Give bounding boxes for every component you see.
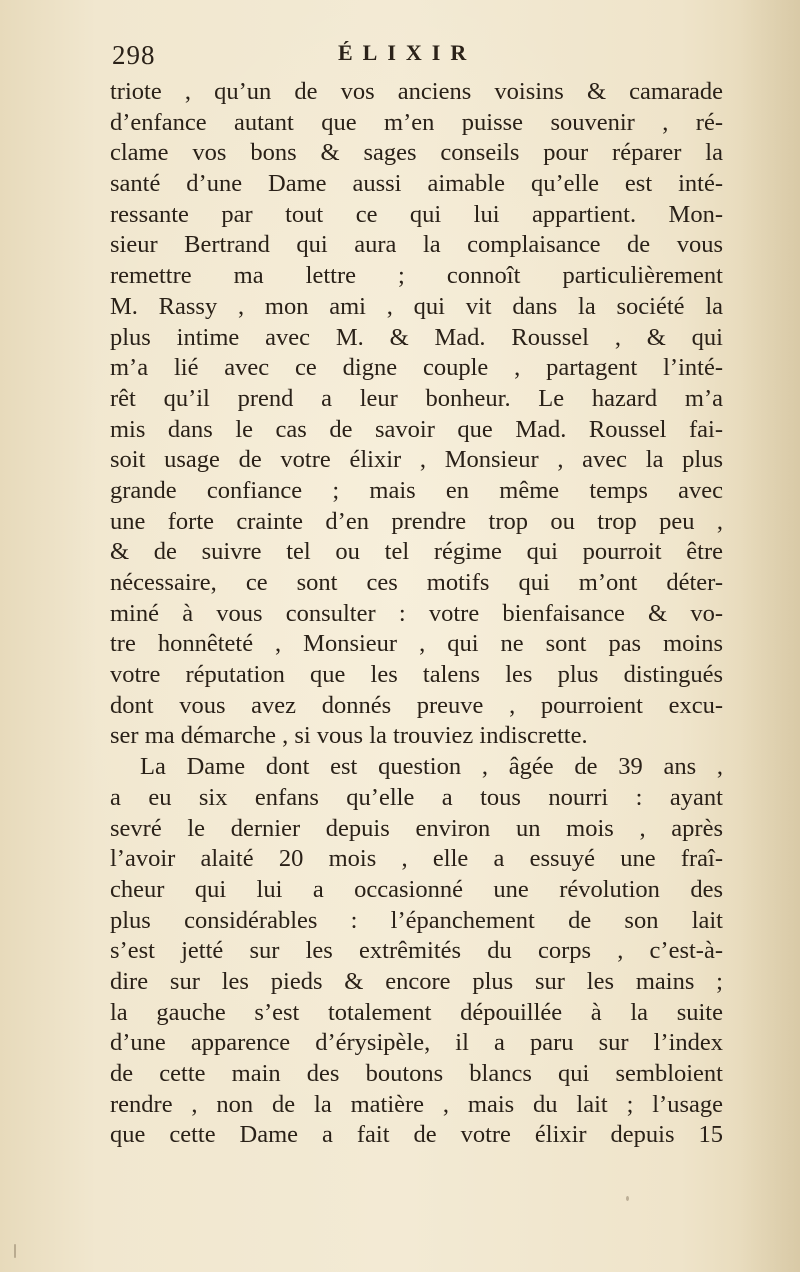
text-line: & de suivre tel ou tel régime qui pourroit être [110, 538, 723, 566]
text-line: votre réputation que les talens les plus distingués [110, 661, 723, 689]
text-line: que cette Dame a fait de votre élixir depuis 15 [110, 1121, 723, 1149]
text-line: plus considérables : l’épanchement de son lait [110, 906, 723, 934]
text-line: remettre ma lettre ; connoît particulièrement [110, 262, 723, 290]
text-line: clame vos bons & sages conseils pour réparer la [110, 139, 723, 167]
text-line: sevré le dernier depuis environ un mois , après [110, 814, 723, 842]
running-title: ÉLIXIR [338, 40, 477, 65]
text-line: miné à vous consulter : votre bienfaisance & vo- [110, 599, 723, 627]
text-line: santé d’une Dame aussi aimable qu’elle est inté- [110, 170, 723, 198]
text-line: sieur Bertrand qui aura la complaisance de vous [110, 231, 723, 259]
page-gutter-shadow [740, 0, 800, 1272]
text-line: mis dans le cas de savoir que Mad. Roussel fai- [110, 415, 723, 443]
text-line: une forte crainte d’en prendre trop ou trop peu , [110, 507, 723, 535]
body-text [110, 77, 723, 1151]
text-line: de cette main des boutons blancs qui sembloient [110, 1060, 723, 1087]
page-number: 298 [112, 40, 156, 70]
text-line: la gauche s’est totalement dépouillée à la suite [110, 998, 723, 1026]
text-line: rendre , non de la matière , mais du lait ; l’usage [110, 1090, 723, 1118]
text-line: tre honnêteté , Monsieur , qui ne sont pas moins [110, 630, 723, 658]
text-line: triote , qu’un de vos anciens voisins & camarade [110, 78, 723, 105]
text-line: cheur qui lui a occasionné une révolution des [110, 875, 723, 903]
text-line: ressante par tout ce qui lui appartient. Mon- [110, 200, 723, 228]
text-line: rêt qu’il prend a leur bonheur. Le hazard m’a [110, 384, 723, 412]
text-line: d’enfance autant que m’en puisse souvenir , ré- [110, 108, 723, 136]
text-line: ser ma démarche , si vous la trouviez indiscrette. [110, 722, 588, 750]
paper-speck [14, 1244, 16, 1258]
text-line: s’est jetté sur les extrêmités du corps , c’est-à- [110, 937, 723, 965]
text-line: nécessaire, ce sont ces motifs qui m’ont déter- [110, 569, 723, 596]
page-header [112, 36, 722, 76]
text-line: plus intime avec M. & Mad. Roussel , & qui [110, 323, 723, 351]
text-line: d’une apparence d’érysipèle, il a paru sur l’index [110, 1029, 723, 1057]
text-line: dont vous avez donnés preuve , pourroient excu- [110, 691, 723, 719]
paper-speck [626, 1196, 629, 1201]
text-line: soit usage de votre élixir , Monsieur , avec la plus [110, 446, 723, 474]
text-line: M. Rassy , mon ami , qui vit dans la société la [110, 292, 723, 320]
text-line: l’avoir alaité 20 mois , elle a essuyé une fraî- [110, 845, 723, 873]
text-line: a eu six enfans qu’elle a tous nourri : ayant [110, 783, 723, 811]
text-line: dire sur les pieds & encore plus sur les mains ; [110, 967, 723, 995]
text-line: La Dame dont est question , âgée de 39 ans , [140, 753, 723, 781]
text-line: grande confiance ; mais en même temps avec [110, 476, 723, 504]
text-line: m’a lié avec ce digne couple , partagent l’inté- [110, 354, 723, 382]
